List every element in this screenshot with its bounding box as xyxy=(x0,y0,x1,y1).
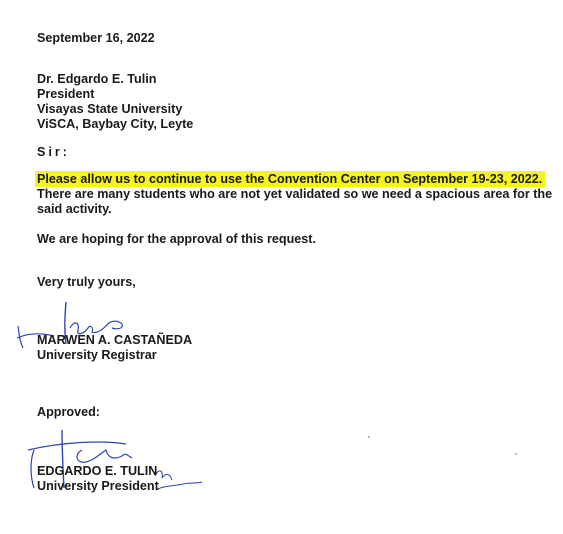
registrar-name: MARWEN A. CASTAÑEDA xyxy=(37,333,193,347)
highlighted-request: Please allow us to continue to use the Convention Center on September 19-23, 2022. xyxy=(35,171,545,187)
president-title: University President xyxy=(37,479,159,493)
paper-speck xyxy=(368,436,370,438)
president-name: EDGARDO E. TULIN xyxy=(37,464,158,478)
recipient-name: Dr. Edgardo E. Tulin xyxy=(37,72,157,86)
paper-speck xyxy=(515,453,517,455)
salutation: Sir: xyxy=(37,145,70,159)
letter-date: September 16, 2022 xyxy=(37,31,155,45)
closing: Very truly yours, xyxy=(37,275,136,289)
recipient-institution: Visayas State University xyxy=(37,102,183,116)
body-line-2: There are many students who are not yet validated so we need a spacious area for the xyxy=(37,187,553,201)
recipient-address: ViSCA, Baybay City, Leyte xyxy=(37,117,194,131)
registrar-title: University Registrar xyxy=(37,348,157,362)
body-line-3: said activity. xyxy=(37,202,112,216)
body-paragraph-2: We are hoping for the approval of this request. xyxy=(37,232,316,246)
approved-label: Approved: xyxy=(37,405,100,419)
recipient-title: President xyxy=(37,87,95,101)
